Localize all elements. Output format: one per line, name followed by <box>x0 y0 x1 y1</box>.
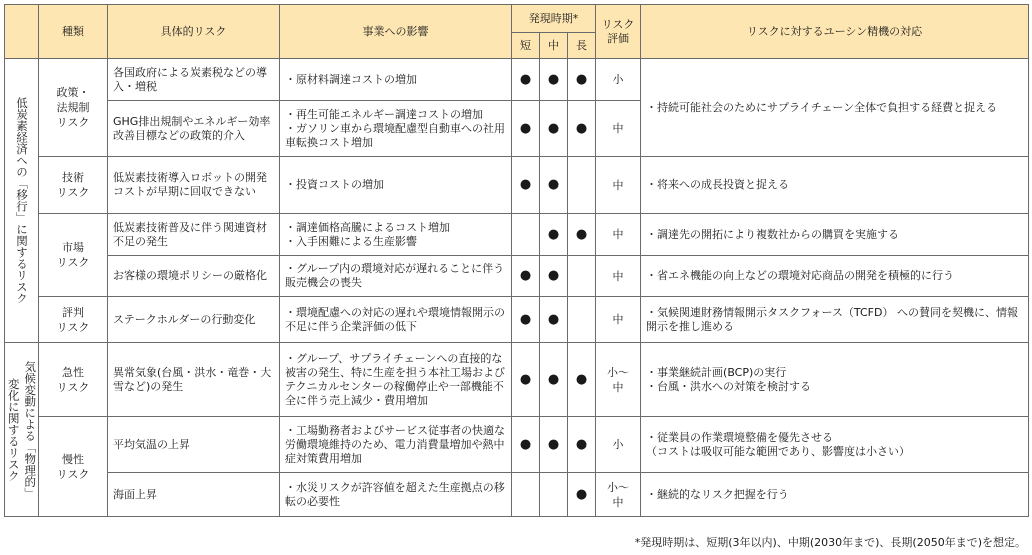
timing-long <box>568 297 596 343</box>
response-cell: ・持続可能社会のためにサプライチェーン全体で負担する経費と捉える <box>641 59 1029 157</box>
risk-cell: GHG排出規制やエネルギー効率改善目標などの政策的介入 <box>108 101 280 157</box>
timing-long <box>568 256 596 297</box>
response-cell: ・将来への成長投資と捉える <box>641 157 1029 214</box>
response-cell: ・省エネ機能の向上などの環境対応商品の開発を積極的に行う <box>641 256 1029 297</box>
category-physical <box>5 343 39 517</box>
timing-short <box>512 214 540 256</box>
impact-cell: ・工場勤務者およびサービス従事者の快適な労働環境維持のため、電力消費量増加や熱中症対策費用増加 <box>280 417 512 473</box>
timing-short: ● <box>512 101 540 157</box>
impact-cell: ・水災リスクが許容値を超えた生産拠点の移転の必要性 <box>280 473 512 517</box>
table-row <box>5 214 1029 256</box>
risk-cell: 低炭素技術普及に伴う関連資材不足の発生 <box>108 214 280 256</box>
timing-mid: ● <box>540 256 568 297</box>
timing-mid: ● <box>540 343 568 417</box>
response-cell: ・従業員の作業環境整備を優先させる （コストは吸収可能な範囲であり、影響度は小さい） <box>641 417 1029 473</box>
risk-cell: ステークホルダーの行動変化 <box>108 297 280 343</box>
impact-cell: ・投資コストの増加 <box>280 157 512 214</box>
eval-cell: 中 <box>596 214 641 256</box>
table-row <box>5 297 1029 343</box>
impact-cell: ・調達価格高騰によるコスト増加 ・入手困難による生産影響 <box>280 214 512 256</box>
risk-cell: 各国政府による炭素税などの導入・増税 <box>108 59 280 101</box>
type-cell: 急性 リスク <box>39 343 108 417</box>
eval-cell: 小 <box>596 59 641 101</box>
header-evaluation: リスク 評価 <box>596 5 641 59</box>
header-mid: 中 <box>540 33 568 59</box>
risk-cell: 平均気温の上昇 <box>108 417 280 473</box>
header-blank <box>5 5 39 59</box>
table-row <box>5 473 1029 517</box>
category-transition <box>5 59 39 343</box>
type-cell: 政策・ 法規制 リスク <box>39 59 108 157</box>
timing-short: ● <box>512 59 540 101</box>
timing-short: ● <box>512 343 540 417</box>
timing-short: ● <box>512 157 540 214</box>
timing-long: ● <box>568 417 596 473</box>
category-transition-label: 低炭素経済への「移行」に関するリスク <box>15 97 29 304</box>
timing-mid: ● <box>540 214 568 256</box>
header-timing: 発現時期* <box>512 5 596 33</box>
timing-mid: ● <box>540 417 568 473</box>
table-row <box>5 343 1029 417</box>
type-cell: 市場 リスク <box>39 214 108 297</box>
eval-cell: 中 <box>596 297 641 343</box>
response-cell: ・調達先の開拓により複数社からの購買を実施する <box>641 214 1029 256</box>
footnote: *発現時期は、短期(3年以内)、中期(2030年まで)、長期(2050年まで)を想定。 <box>634 536 1026 549</box>
response-cell: ・継続的なリスク把握を行う <box>641 473 1029 517</box>
header-type: 種類 <box>39 5 108 59</box>
timing-mid: ● <box>540 101 568 157</box>
category-physical-label-1: 気候変動による「物理的」 <box>23 360 38 499</box>
timing-short <box>512 473 540 517</box>
risk-cell: お客様の環境ポリシーの厳格化 <box>108 256 280 297</box>
type-cell: 技術 リスク <box>39 157 108 214</box>
table-row <box>5 157 1029 214</box>
risk-cell: 低炭素技術導入ロボットの開発コストが早期に回収できない <box>108 157 280 214</box>
eval-cell: 中 <box>596 157 641 214</box>
timing-long: ● <box>568 59 596 101</box>
category-physical-label-2: 変化に関するリスク <box>6 377 21 482</box>
impact-cell: ・グループ内の環境対応が遅れることに伴う販売機会の喪失 <box>280 256 512 297</box>
impact-cell: ・グループ、サプライチェーンへの直接的な被害の発生、特に生産を担う本社工場およびテクニカルセンターの稼働停止や一部機能不全に伴う売上減少・費用増加 <box>280 343 512 417</box>
timing-mid: ● <box>540 157 568 214</box>
eval-cell: 中 <box>596 101 641 157</box>
risk-table <box>4 4 1029 517</box>
timing-long <box>568 157 596 214</box>
timing-long: ● <box>568 343 596 417</box>
timing-short: ● <box>512 297 540 343</box>
timing-mid: ● <box>540 59 568 101</box>
eval-cell: 小〜 中 <box>596 343 641 417</box>
timing-short: ● <box>512 417 540 473</box>
table-row <box>5 59 1029 101</box>
impact-cell: ・環境配慮への対応の遅れや環境情報開示の不足に伴う企業評価の低下 <box>280 297 512 343</box>
header-short: 短 <box>512 33 540 59</box>
eval-cell: 中 <box>596 256 641 297</box>
response-cell: ・気候関連財務情報開示タスクフォース（TCFD） への賛同を契機に、情報開示を推し進める <box>641 297 1029 343</box>
timing-mid <box>540 473 568 517</box>
timing-long: ● <box>568 101 596 157</box>
type-cell: 評判 リスク <box>39 297 108 343</box>
timing-long: ● <box>568 473 596 517</box>
impact-cell: ・再生可能エネルギー調達コストの増加 ・ガソリン車から環境配慮型自動車への社用車転換コスト増加 <box>280 101 512 157</box>
header-specific-risk: 具体的リスク <box>108 5 280 59</box>
table-row <box>5 417 1029 473</box>
risk-cell: 異常気象(台風・洪水・竜巻・大雪など)の発生 <box>108 343 280 417</box>
risk-cell: 海面上昇 <box>108 473 280 517</box>
timing-long: ● <box>568 214 596 256</box>
timing-mid: ● <box>540 297 568 343</box>
eval-cell: 小 <box>596 417 641 473</box>
header-long: 長 <box>568 33 596 59</box>
table-row <box>5 256 1029 297</box>
response-cell: ・事業継続計画(BCP)の実行 ・台風・洪水への対策を検討する <box>641 343 1029 417</box>
timing-short: ● <box>512 256 540 297</box>
header-response: リスクに対するユーシン精機の対応 <box>641 5 1029 59</box>
impact-cell: ・原材料調達コストの増加 <box>280 59 512 101</box>
eval-cell: 小〜 中 <box>596 473 641 517</box>
type-cell: 慢性 リスク <box>39 417 108 517</box>
header-impact: 事業への影響 <box>280 5 512 59</box>
